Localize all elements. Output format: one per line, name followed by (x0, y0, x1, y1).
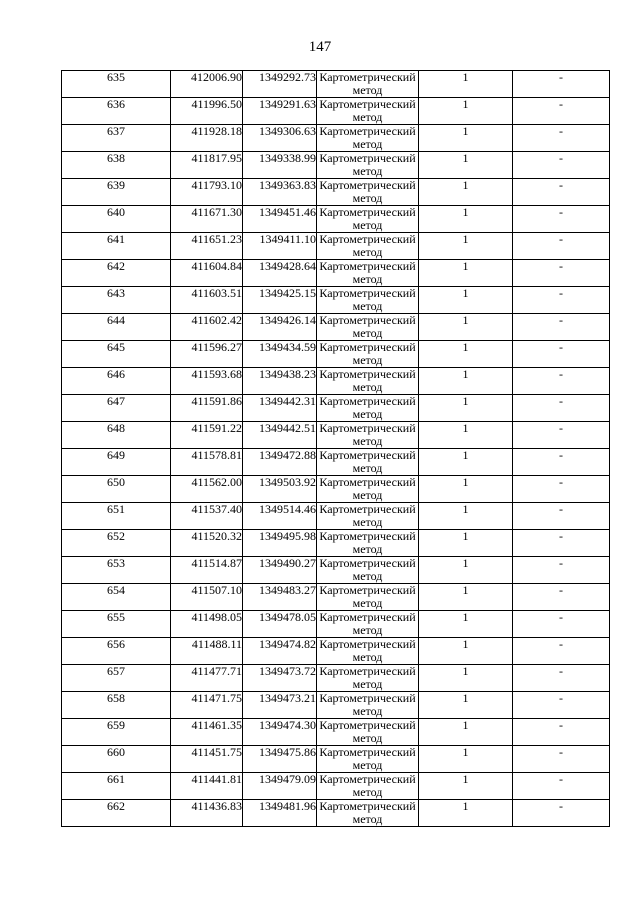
point-number-cell: 659 (62, 719, 171, 746)
method-cell (317, 476, 419, 503)
x-coordinate-cell: 411477.71 (171, 665, 243, 692)
accuracy-cell: 1 (419, 665, 513, 692)
method-text: Картометрический метод (319, 530, 416, 556)
table-row (62, 98, 610, 125)
table-row (62, 314, 610, 341)
method-text: Картометрический метод (319, 98, 416, 124)
description-cell: - (513, 665, 610, 692)
y-coordinate-cell: 1349451.46 (243, 206, 317, 233)
coordinates-table-body (62, 71, 610, 827)
method-cell (317, 287, 419, 314)
x-coordinate-cell: 411451.75 (171, 746, 243, 773)
x-coordinate-cell: 411671.30 (171, 206, 243, 233)
accuracy-cell: 1 (419, 125, 513, 152)
description-cell: - (513, 233, 610, 260)
accuracy-cell: 1 (419, 179, 513, 206)
y-coordinate-cell: 1349514.46 (243, 503, 317, 530)
method-cell (317, 368, 419, 395)
method-cell (317, 98, 419, 125)
method-text: Картометрический метод (319, 233, 416, 259)
description-cell: - (513, 206, 610, 233)
method-text: Картометрический метод (319, 395, 416, 421)
table-row (62, 638, 610, 665)
accuracy-cell: 1 (419, 287, 513, 314)
method-text: Картометрический метод (319, 341, 416, 367)
y-coordinate-cell: 1349434.59 (243, 341, 317, 368)
method-cell (317, 692, 419, 719)
x-coordinate-cell: 411603.51 (171, 287, 243, 314)
method-text: Картометрический метод (319, 71, 416, 97)
table-row (62, 125, 610, 152)
point-number-cell: 648 (62, 422, 171, 449)
accuracy-cell: 1 (419, 395, 513, 422)
method-cell (317, 611, 419, 638)
table-row (62, 476, 610, 503)
accuracy-cell: 1 (419, 233, 513, 260)
method-text: Картометрический метод (319, 260, 416, 286)
description-cell: - (513, 476, 610, 503)
accuracy-cell: 1 (419, 719, 513, 746)
method-cell (317, 233, 419, 260)
table-row (62, 611, 610, 638)
x-coordinate-cell: 411651.23 (171, 233, 243, 260)
method-text: Картометрический метод (319, 692, 416, 718)
method-cell (317, 530, 419, 557)
accuracy-cell: 1 (419, 152, 513, 179)
description-cell: - (513, 746, 610, 773)
description-cell: - (513, 152, 610, 179)
description-cell: - (513, 314, 610, 341)
y-coordinate-cell: 1349442.51 (243, 422, 317, 449)
table-row (62, 233, 610, 260)
method-cell (317, 638, 419, 665)
method-text: Картометрический метод (319, 638, 416, 664)
table-row (62, 530, 610, 557)
accuracy-cell: 1 (419, 71, 513, 98)
y-coordinate-cell: 1349411.10 (243, 233, 317, 260)
method-text: Картометрический метод (319, 422, 416, 448)
method-text: Картометрический метод (319, 557, 416, 583)
accuracy-cell: 1 (419, 611, 513, 638)
x-coordinate-cell: 411537.40 (171, 503, 243, 530)
x-coordinate-cell: 411436.83 (171, 800, 243, 827)
y-coordinate-cell: 1349426.14 (243, 314, 317, 341)
y-coordinate-cell: 1349503.92 (243, 476, 317, 503)
table-row (62, 206, 610, 233)
y-coordinate-cell: 1349442.31 (243, 395, 317, 422)
y-coordinate-cell: 1349481.96 (243, 800, 317, 827)
page-number: 147 (308, 39, 332, 55)
x-coordinate-cell: 411591.22 (171, 422, 243, 449)
y-coordinate-cell: 1349483.27 (243, 584, 317, 611)
y-coordinate-cell: 1349338.99 (243, 152, 317, 179)
description-cell: - (513, 638, 610, 665)
method-cell (317, 314, 419, 341)
accuracy-cell: 1 (419, 260, 513, 287)
point-number-cell: 661 (62, 773, 171, 800)
y-coordinate-cell: 1349478.05 (243, 611, 317, 638)
method-cell (317, 422, 419, 449)
table-row (62, 422, 610, 449)
description-cell: - (513, 584, 610, 611)
accuracy-cell: 1 (419, 341, 513, 368)
accuracy-cell: 1 (419, 746, 513, 773)
method-text: Картометрический метод (319, 584, 416, 610)
description-cell: - (513, 341, 610, 368)
y-coordinate-cell: 1349291.63 (243, 98, 317, 125)
point-number-cell: 642 (62, 260, 171, 287)
x-coordinate-cell: 411514.87 (171, 557, 243, 584)
description-cell: - (513, 449, 610, 476)
accuracy-cell: 1 (419, 368, 513, 395)
method-cell (317, 152, 419, 179)
accuracy-cell: 1 (419, 476, 513, 503)
point-number-cell: 654 (62, 584, 171, 611)
description-cell: - (513, 692, 610, 719)
table-row (62, 287, 610, 314)
point-number-cell: 656 (62, 638, 171, 665)
point-number-cell: 658 (62, 692, 171, 719)
method-text: Картометрический метод (319, 368, 416, 394)
point-number-cell: 653 (62, 557, 171, 584)
y-coordinate-cell: 1349292.73 (243, 71, 317, 98)
point-number-cell: 637 (62, 125, 171, 152)
method-cell (317, 584, 419, 611)
method-cell (317, 719, 419, 746)
description-cell: - (513, 287, 610, 314)
x-coordinate-cell: 411507.10 (171, 584, 243, 611)
point-number-cell: 644 (62, 314, 171, 341)
method-text: Картометрический метод (319, 746, 416, 772)
description-cell: - (513, 503, 610, 530)
accuracy-cell: 1 (419, 206, 513, 233)
description-cell: - (513, 422, 610, 449)
description-cell: - (513, 530, 610, 557)
method-text: Картометрический метод (319, 206, 416, 232)
y-coordinate-cell: 1349473.21 (243, 692, 317, 719)
method-cell (317, 125, 419, 152)
accuracy-cell: 1 (419, 584, 513, 611)
method-text: Картометрический метод (319, 800, 416, 826)
method-text: Картометрический метод (319, 665, 416, 691)
accuracy-cell: 1 (419, 692, 513, 719)
y-coordinate-cell: 1349472.88 (243, 449, 317, 476)
x-coordinate-cell: 411471.75 (171, 692, 243, 719)
accuracy-cell: 1 (419, 422, 513, 449)
accuracy-cell: 1 (419, 449, 513, 476)
x-coordinate-cell: 411593.68 (171, 368, 243, 395)
point-number-cell: 655 (62, 611, 171, 638)
method-text: Картометрический метод (319, 476, 416, 502)
accuracy-cell: 1 (419, 773, 513, 800)
table-row (62, 152, 610, 179)
point-number-cell: 640 (62, 206, 171, 233)
x-coordinate-cell: 411498.05 (171, 611, 243, 638)
method-cell (317, 71, 419, 98)
method-cell (317, 746, 419, 773)
table-row (62, 773, 610, 800)
table-row (62, 395, 610, 422)
point-number-cell: 646 (62, 368, 171, 395)
method-cell (317, 800, 419, 827)
method-cell (317, 260, 419, 287)
x-coordinate-cell: 411488.11 (171, 638, 243, 665)
x-coordinate-cell: 411578.81 (171, 449, 243, 476)
method-text: Картометрический метод (319, 449, 416, 475)
point-number-cell: 641 (62, 233, 171, 260)
description-cell: - (513, 260, 610, 287)
x-coordinate-cell: 411928.18 (171, 125, 243, 152)
x-coordinate-cell: 411604.84 (171, 260, 243, 287)
method-text: Картометрический метод (319, 611, 416, 637)
point-number-cell: 650 (62, 476, 171, 503)
table-row (62, 665, 610, 692)
point-number-cell: 647 (62, 395, 171, 422)
accuracy-cell: 1 (419, 638, 513, 665)
y-coordinate-cell: 1349473.72 (243, 665, 317, 692)
description-cell: - (513, 719, 610, 746)
y-coordinate-cell: 1349438.23 (243, 368, 317, 395)
point-number-cell: 657 (62, 665, 171, 692)
y-coordinate-cell: 1349474.82 (243, 638, 317, 665)
table-row (62, 584, 610, 611)
method-cell (317, 341, 419, 368)
point-number-cell: 638 (62, 152, 171, 179)
point-number-cell: 643 (62, 287, 171, 314)
description-cell: - (513, 179, 610, 206)
x-coordinate-cell: 411817.95 (171, 152, 243, 179)
point-number-cell: 649 (62, 449, 171, 476)
y-coordinate-cell: 1349479.09 (243, 773, 317, 800)
y-coordinate-cell: 1349495.98 (243, 530, 317, 557)
table-row (62, 692, 610, 719)
method-text: Картометрический метод (319, 773, 416, 799)
accuracy-cell: 1 (419, 557, 513, 584)
point-number-cell: 645 (62, 341, 171, 368)
table-row (62, 179, 610, 206)
accuracy-cell: 1 (419, 314, 513, 341)
description-cell: - (513, 368, 610, 395)
method-cell (317, 206, 419, 233)
point-number-cell: 660 (62, 746, 171, 773)
method-text: Картометрический метод (319, 152, 416, 178)
x-coordinate-cell: 412006.90 (171, 71, 243, 98)
method-cell (317, 503, 419, 530)
accuracy-cell: 1 (419, 98, 513, 125)
point-number-cell: 651 (62, 503, 171, 530)
y-coordinate-cell: 1349306.63 (243, 125, 317, 152)
table-row (62, 503, 610, 530)
point-number-cell: 639 (62, 179, 171, 206)
y-coordinate-cell: 1349475.86 (243, 746, 317, 773)
x-coordinate-cell: 411520.32 (171, 530, 243, 557)
accuracy-cell: 1 (419, 530, 513, 557)
description-cell: - (513, 611, 610, 638)
method-cell (317, 665, 419, 692)
table-row (62, 557, 610, 584)
method-text: Картометрический метод (319, 179, 416, 205)
method-cell (317, 395, 419, 422)
method-cell (317, 773, 419, 800)
method-cell (317, 179, 419, 206)
y-coordinate-cell: 1349428.64 (243, 260, 317, 287)
description-cell: - (513, 557, 610, 584)
method-text: Картометрический метод (319, 125, 416, 151)
description-cell: - (513, 395, 610, 422)
x-coordinate-cell: 411996.50 (171, 98, 243, 125)
y-coordinate-cell: 1349425.15 (243, 287, 317, 314)
x-coordinate-cell: 411596.27 (171, 341, 243, 368)
table-row (62, 71, 610, 98)
description-cell: - (513, 800, 610, 827)
table-row (62, 449, 610, 476)
method-cell (317, 557, 419, 584)
description-cell: - (513, 125, 610, 152)
accuracy-cell: 1 (419, 503, 513, 530)
table-row (62, 368, 610, 395)
table-row (62, 260, 610, 287)
method-text: Картометрический метод (319, 314, 416, 340)
point-number-cell: 636 (62, 98, 171, 125)
y-coordinate-cell: 1349490.27 (243, 557, 317, 584)
method-text: Картометрический метод (319, 719, 416, 745)
table-row (62, 746, 610, 773)
x-coordinate-cell: 411562.00 (171, 476, 243, 503)
point-number-cell: 662 (62, 800, 171, 827)
point-number-cell: 635 (62, 71, 171, 98)
coordinates-table (61, 70, 610, 827)
description-cell: - (513, 71, 610, 98)
method-cell (317, 449, 419, 476)
point-number-cell: 652 (62, 530, 171, 557)
y-coordinate-cell: 1349363.83 (243, 179, 317, 206)
table-row (62, 800, 610, 827)
method-text: Картометрический метод (319, 287, 416, 313)
x-coordinate-cell: 411793.10 (171, 179, 243, 206)
x-coordinate-cell: 411591.86 (171, 395, 243, 422)
x-coordinate-cell: 411441.81 (171, 773, 243, 800)
y-coordinate-cell: 1349474.30 (243, 719, 317, 746)
method-text: Картометрический метод (319, 503, 416, 529)
x-coordinate-cell: 411461.35 (171, 719, 243, 746)
table-row (62, 341, 610, 368)
x-coordinate-cell: 411602.42 (171, 314, 243, 341)
description-cell: - (513, 98, 610, 125)
description-cell: - (513, 773, 610, 800)
table-row (62, 719, 610, 746)
accuracy-cell: 1 (419, 800, 513, 827)
